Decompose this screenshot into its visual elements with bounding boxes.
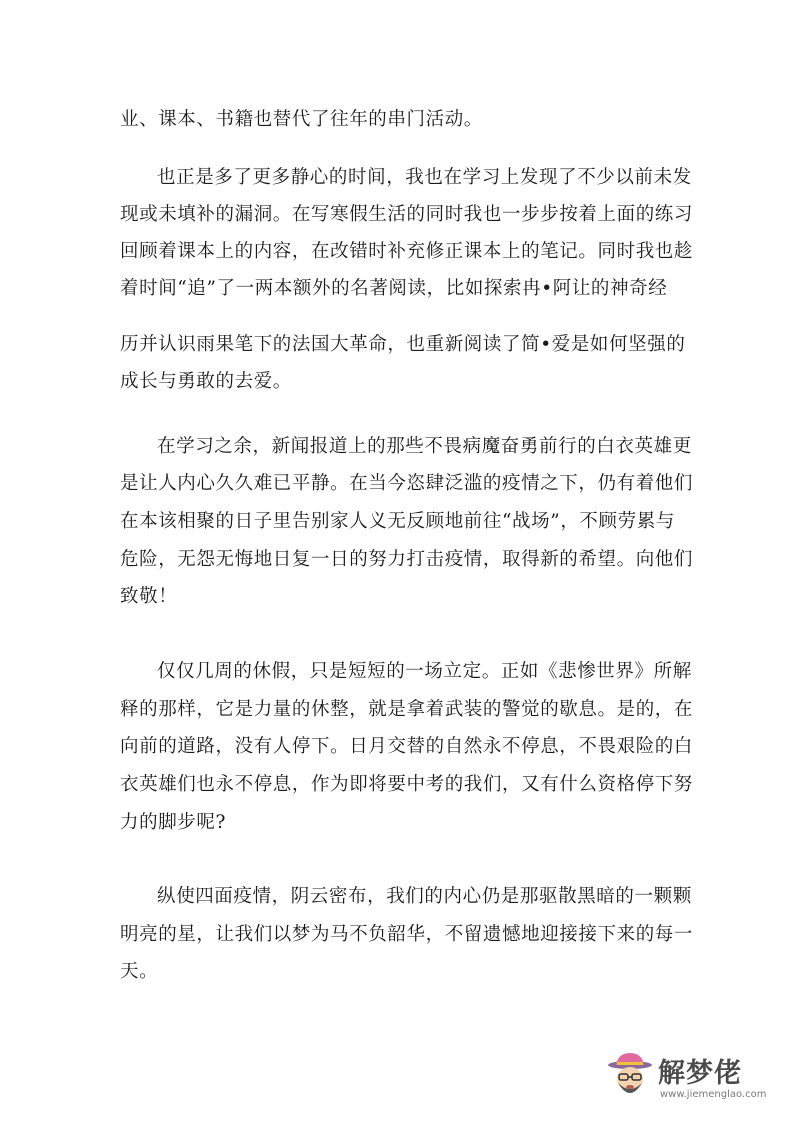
text-line: 致敬！ — [120, 586, 178, 607]
text-line: 成长与勇敢的去爱。 — [120, 371, 292, 392]
text-line: 明亮的星，让我们以梦为马不负韶华，不留遗憾地迎接接下来的每一 — [120, 924, 694, 945]
text-line: 天。 — [120, 961, 159, 982]
text-line: 回顾着课本上的内容，在改错时补充修正课本上的笔记。同时我也趁 — [120, 241, 694, 262]
text-line: 仅仅几周的休假，只是短短的一场立定。正如《悲惨世界》所解 — [157, 661, 692, 682]
text-line: 业、课本、书籍也替代了往年的串门活动。 — [120, 109, 483, 130]
text-line: 着时间“追”了一两本额外的名著阅读，比如探索冉•阿让的神奇经 — [120, 278, 668, 299]
text-line: 力的脚步呢? — [120, 812, 227, 833]
text-line: 向前的道路，没有人停下。日月交替的自然永不停息，不畏艰险的白 — [120, 736, 694, 757]
site-watermark — [606, 1049, 776, 1109]
text-line: 衣英雄们也永不停息，作为即将要中考的我们，又有什么资格停下努 — [120, 774, 694, 795]
text-line: 在学习之余，新闻报道上的那些不畏病魔奋勇前行的白衣英雄更 — [157, 436, 692, 457]
watermark-title: 解梦佬 — [658, 1058, 742, 1089]
fortune-teller-icon — [606, 1051, 654, 1103]
text-line: 是让人内心久久难已平静。在当今恣肆泛滥的疫情之下，仍有着他们 — [120, 473, 694, 494]
text-line: 危险，无怨无悔地日复一日的努力打击疫情，取得新的希望。向他们 — [120, 549, 694, 570]
text-line: 历并认识雨果笔下的法国大革命，也重新阅读了简•爱是如何坚强的 — [120, 334, 686, 355]
text-line: 纵使四面疫情，阴云密布，我们的内心仍是那驱散黑暗的一颗颗 — [157, 886, 692, 907]
text-line: 释的那样，它是力量的休整，就是拿着武装的警觉的歇息。是的，在 — [120, 699, 694, 720]
text-line: 现或未填补的漏洞。在写寒假生活的同时我也一步步按着上面的练习 — [120, 204, 694, 225]
watermark-url: www.jiemenglao.com — [660, 1089, 767, 1100]
text-line: 也正是多了更多静心的时间，我也在学习上发现了不少以前未发 — [157, 167, 692, 188]
text-line: 在本该相聚的日子里告别家人义无反顾地前往“战场”，不顾劳累与 — [120, 511, 675, 532]
